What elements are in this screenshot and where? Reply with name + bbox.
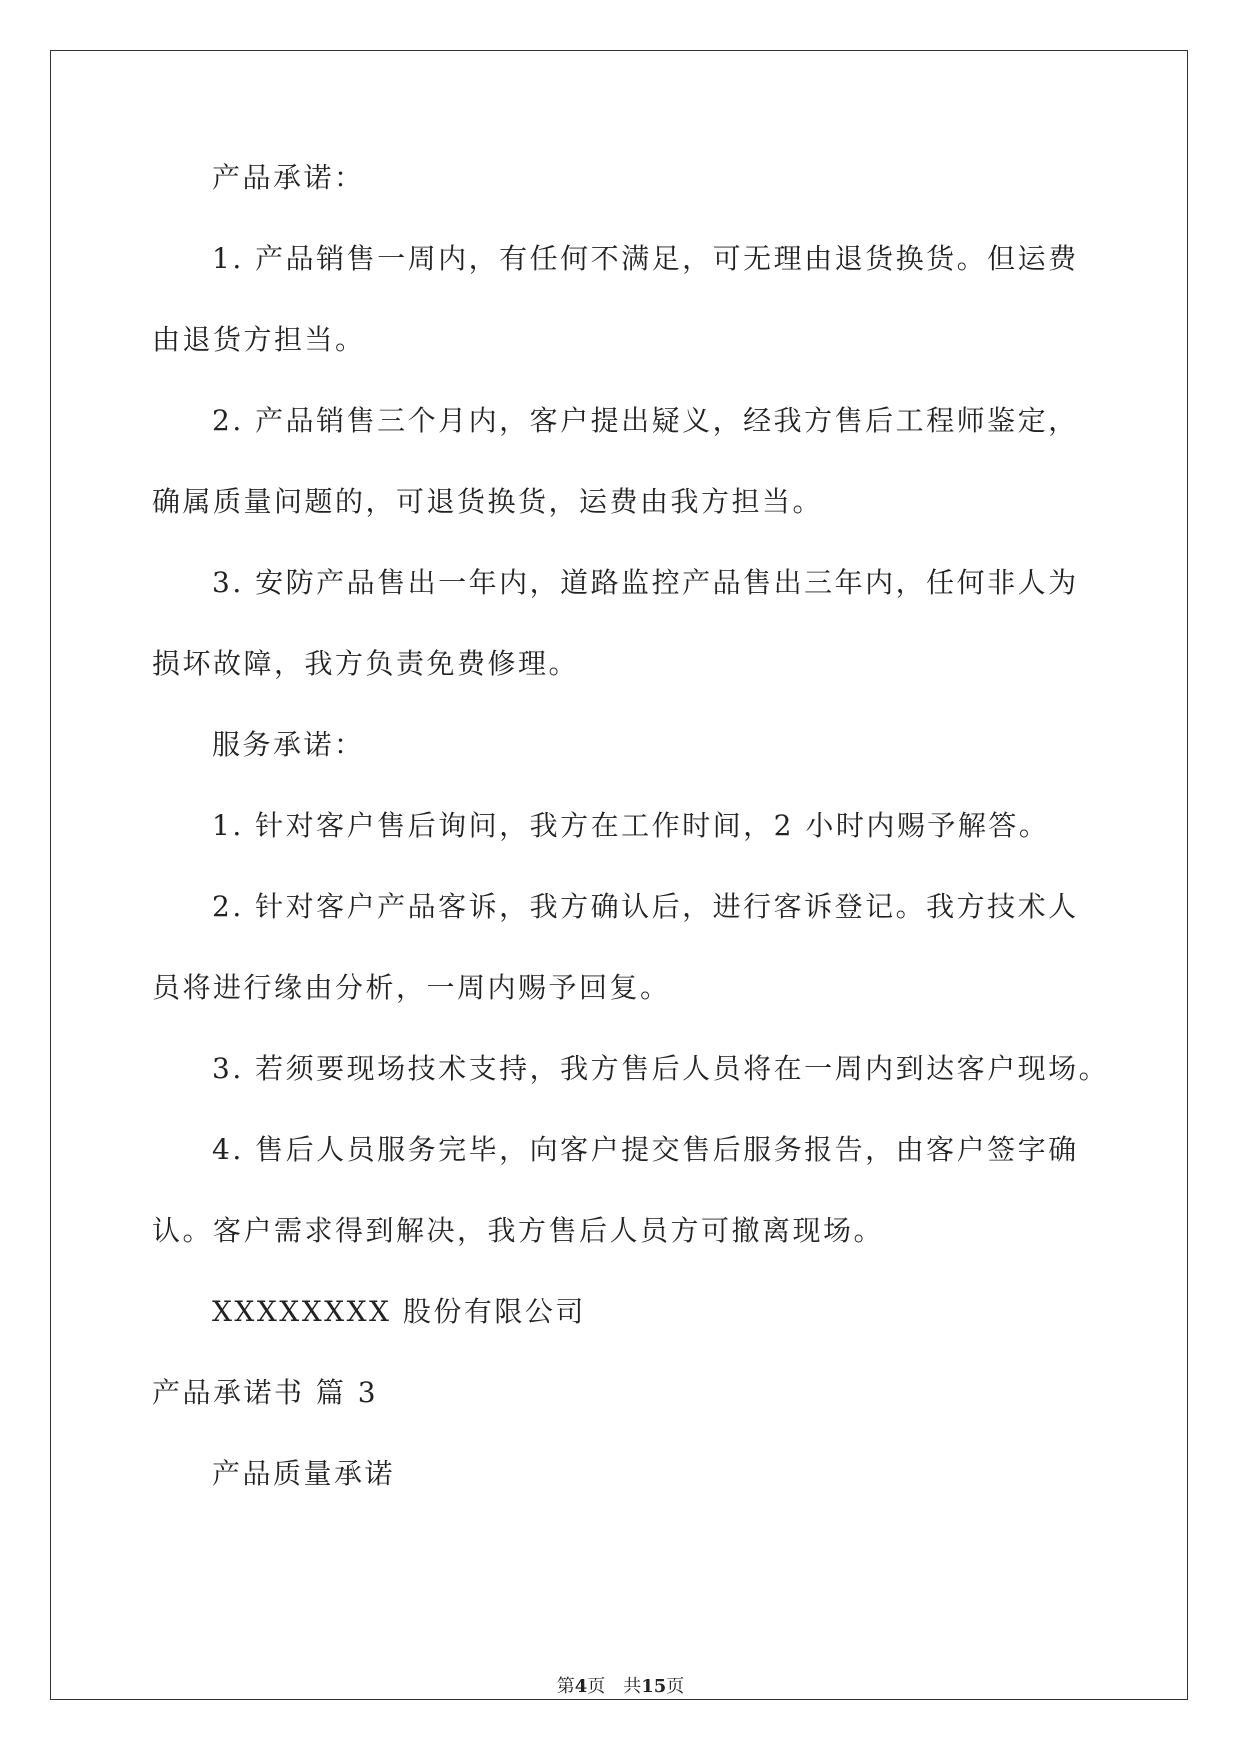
paragraph-line: 1. 针对客户售后询问，我方在工作时间，2 小时内赐予解答。 [212, 809, 1050, 842]
subheading-quality-promise: 产品质量承诺 [212, 1457, 396, 1490]
paragraph-line: 由退货方担当。 [152, 323, 366, 356]
page-footer [0, 1676, 1241, 1698]
paragraph-line: 3. 安防产品售出一年内，道路监控产品售出三年内，任何非人为 [212, 566, 1079, 599]
page-prefix: 第 [556, 1676, 575, 1697]
paragraph-line: 1. 产品销售一周内，有任何不满足，可无理由退货换货。但运费 [212, 242, 1079, 275]
heading-service-promise: 服务承诺： [212, 728, 365, 761]
page-total: 15 [641, 1676, 667, 1697]
paragraph-line: 认。客户需求得到解决，我方售后人员方可撤离现场。 [152, 1214, 885, 1247]
section-title: 产品承诺书 篇 3 [152, 1376, 379, 1409]
page-mid: 页 共 [587, 1676, 642, 1697]
company-name: XXXXXXXX 股份有限公司 [212, 1295, 586, 1328]
paragraph-line: 损坏故障，我方负责免费修理。 [152, 647, 580, 680]
paragraph-line: 2. 针对客户产品客诉，我方确认后，进行客诉登记。我方技术人 [212, 890, 1079, 923]
heading-product-promise: 产品承诺： [212, 161, 365, 194]
paragraph-line: 确属质量问题的，可退货换货，运费由我方担当。 [152, 485, 824, 518]
paragraph-line: 2. 产品销售三个月内，客户提出疑义，经我方售后工程师鉴定， [212, 404, 1079, 437]
paragraph-line: 3. 若须要现场技术支持，我方售后人员将在一周内到达客户现场。 [212, 1052, 1110, 1085]
paragraph-line: 4. 售后人员服务完毕，向客户提交售后服务报告，由客户签字确 [212, 1133, 1079, 1166]
document-body [152, 158, 1110, 1494]
page-current: 4 [574, 1676, 588, 1697]
page-suffix: 页 [666, 1676, 685, 1697]
paragraph-line: 员将进行缘由分析，一周内赐予回复。 [152, 971, 671, 1004]
